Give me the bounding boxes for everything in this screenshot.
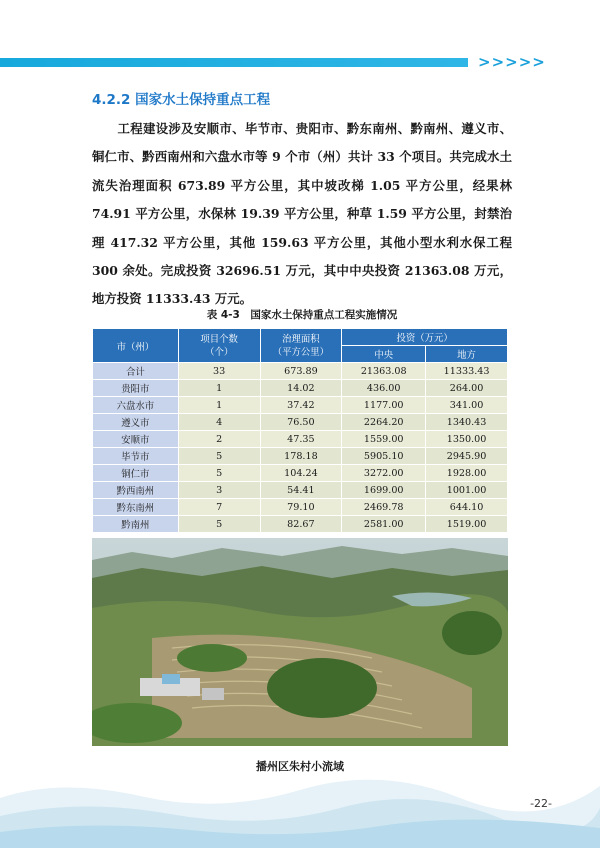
- header-central: 中央: [342, 346, 426, 363]
- cell-local: 11333.43: [426, 363, 508, 380]
- cell-city: 安顺市: [93, 431, 179, 448]
- page-number: -22-: [530, 797, 552, 810]
- section-heading: 4.2.2 国家水土保持重点工程: [92, 92, 271, 108]
- table-row: [93, 363, 508, 380]
- body-paragraph: 工程建设涉及安顺市、毕节市、贵阳市、黔东南州、黔南州、遵义市、铜仁市、黔西南州和六盘水市等 9 个市（州）共计 33 个项目。共完成水土流失治理面积 673.89 平方公里，其中坡改梯 1.05 平方公里，经果林 74.91 平方公里，水保林 19.39 平方公里，种草 1.59 平方公里，封禁治理 417.32 平方公里，其他 159.63 平方公里，其他小型水利水保工程 300 余处。完成投资 32696.51 万元，其中中央投资 21363.08 万元，地方投资 11333.43 万元。: [92, 121, 512, 307]
- cell-city: 黔南州: [93, 516, 179, 533]
- cell-local: 341.00: [426, 397, 508, 414]
- table-row: [93, 516, 508, 533]
- cell-projects: 5: [178, 465, 260, 482]
- cell-area: 14.02: [260, 380, 342, 397]
- cell-area: 47.35: [260, 431, 342, 448]
- cell-projects: 1: [178, 380, 260, 397]
- cell-local: 264.00: [426, 380, 508, 397]
- cell-area: 82.67: [260, 516, 342, 533]
- implementation-table: [92, 328, 508, 533]
- cell-central: 3272.00: [342, 465, 426, 482]
- header-chevrons: >>>>>: [478, 53, 546, 71]
- cell-area: 79.10: [260, 499, 342, 516]
- cell-local: 1350.00: [426, 431, 508, 448]
- cell-central: 21363.08: [342, 363, 426, 380]
- table-row: [93, 465, 508, 482]
- table-row: [93, 397, 508, 414]
- header-accent-bar: [0, 58, 468, 67]
- cell-projects: 1: [178, 397, 260, 414]
- cell-area: 104.24: [260, 465, 342, 482]
- table-row: [93, 448, 508, 465]
- cell-central: 1559.00: [342, 431, 426, 448]
- cell-local: 1340.43: [426, 414, 508, 431]
- watershed-photo: [92, 538, 508, 746]
- cell-city: 黔东南州: [93, 499, 179, 516]
- table-row: [93, 482, 508, 499]
- cell-city: 六盘水市: [93, 397, 179, 414]
- cell-central: 436.00: [342, 380, 426, 397]
- cell-area: 178.18: [260, 448, 342, 465]
- table-row: [93, 380, 508, 397]
- cell-projects: 7: [178, 499, 260, 516]
- cell-area: 54.41: [260, 482, 342, 499]
- table-row: [93, 431, 508, 448]
- header-projects: 项目个数 （个）: [178, 329, 260, 363]
- cell-projects: 4: [178, 414, 260, 431]
- table-row: [93, 499, 508, 516]
- cell-local: 1001.00: [426, 482, 508, 499]
- cell-area: 76.50: [260, 414, 342, 431]
- cell-central: 2469.78: [342, 499, 426, 516]
- cell-city: 贵阳市: [93, 380, 179, 397]
- cell-projects: 5: [178, 516, 260, 533]
- cell-projects: 2: [178, 431, 260, 448]
- header-area: 治理面积 （平方公里）: [260, 329, 342, 363]
- cell-central: 2581.00: [342, 516, 426, 533]
- cell-local: 2945.90: [426, 448, 508, 465]
- cell-city: 遵义市: [93, 414, 179, 431]
- cell-central: 5905.10: [342, 448, 426, 465]
- cell-city: 毕节市: [93, 448, 179, 465]
- cell-local: 1519.00: [426, 516, 508, 533]
- cell-area: 673.89: [260, 363, 342, 380]
- cell-central: 2264.20: [342, 414, 426, 431]
- cell-projects: 3: [178, 482, 260, 499]
- header-local: 地方: [426, 346, 508, 363]
- cell-local: 1928.00: [426, 465, 508, 482]
- cell-city: 合计: [93, 363, 179, 380]
- cell-projects: 33: [178, 363, 260, 380]
- table-caption: 表 4-3 国家水土保持重点工程实施情况: [206, 309, 398, 321]
- cell-central: 1699.00: [342, 482, 426, 499]
- cell-city: 铜仁市: [93, 465, 179, 482]
- cell-city: 黔西南州: [93, 482, 179, 499]
- landscape-image: [92, 538, 508, 746]
- header-city: 市（州）: [93, 329, 179, 363]
- header-investment: 投资（万元）: [342, 329, 508, 346]
- table-row: [93, 414, 508, 431]
- cell-central: 1177.00: [342, 397, 426, 414]
- cell-area: 37.42: [260, 397, 342, 414]
- footer-wave-decoration: [0, 768, 600, 848]
- photo-caption: 播州区朱村小流域: [256, 760, 344, 773]
- cell-projects: 5: [178, 448, 260, 465]
- cell-local: 644.10: [426, 499, 508, 516]
